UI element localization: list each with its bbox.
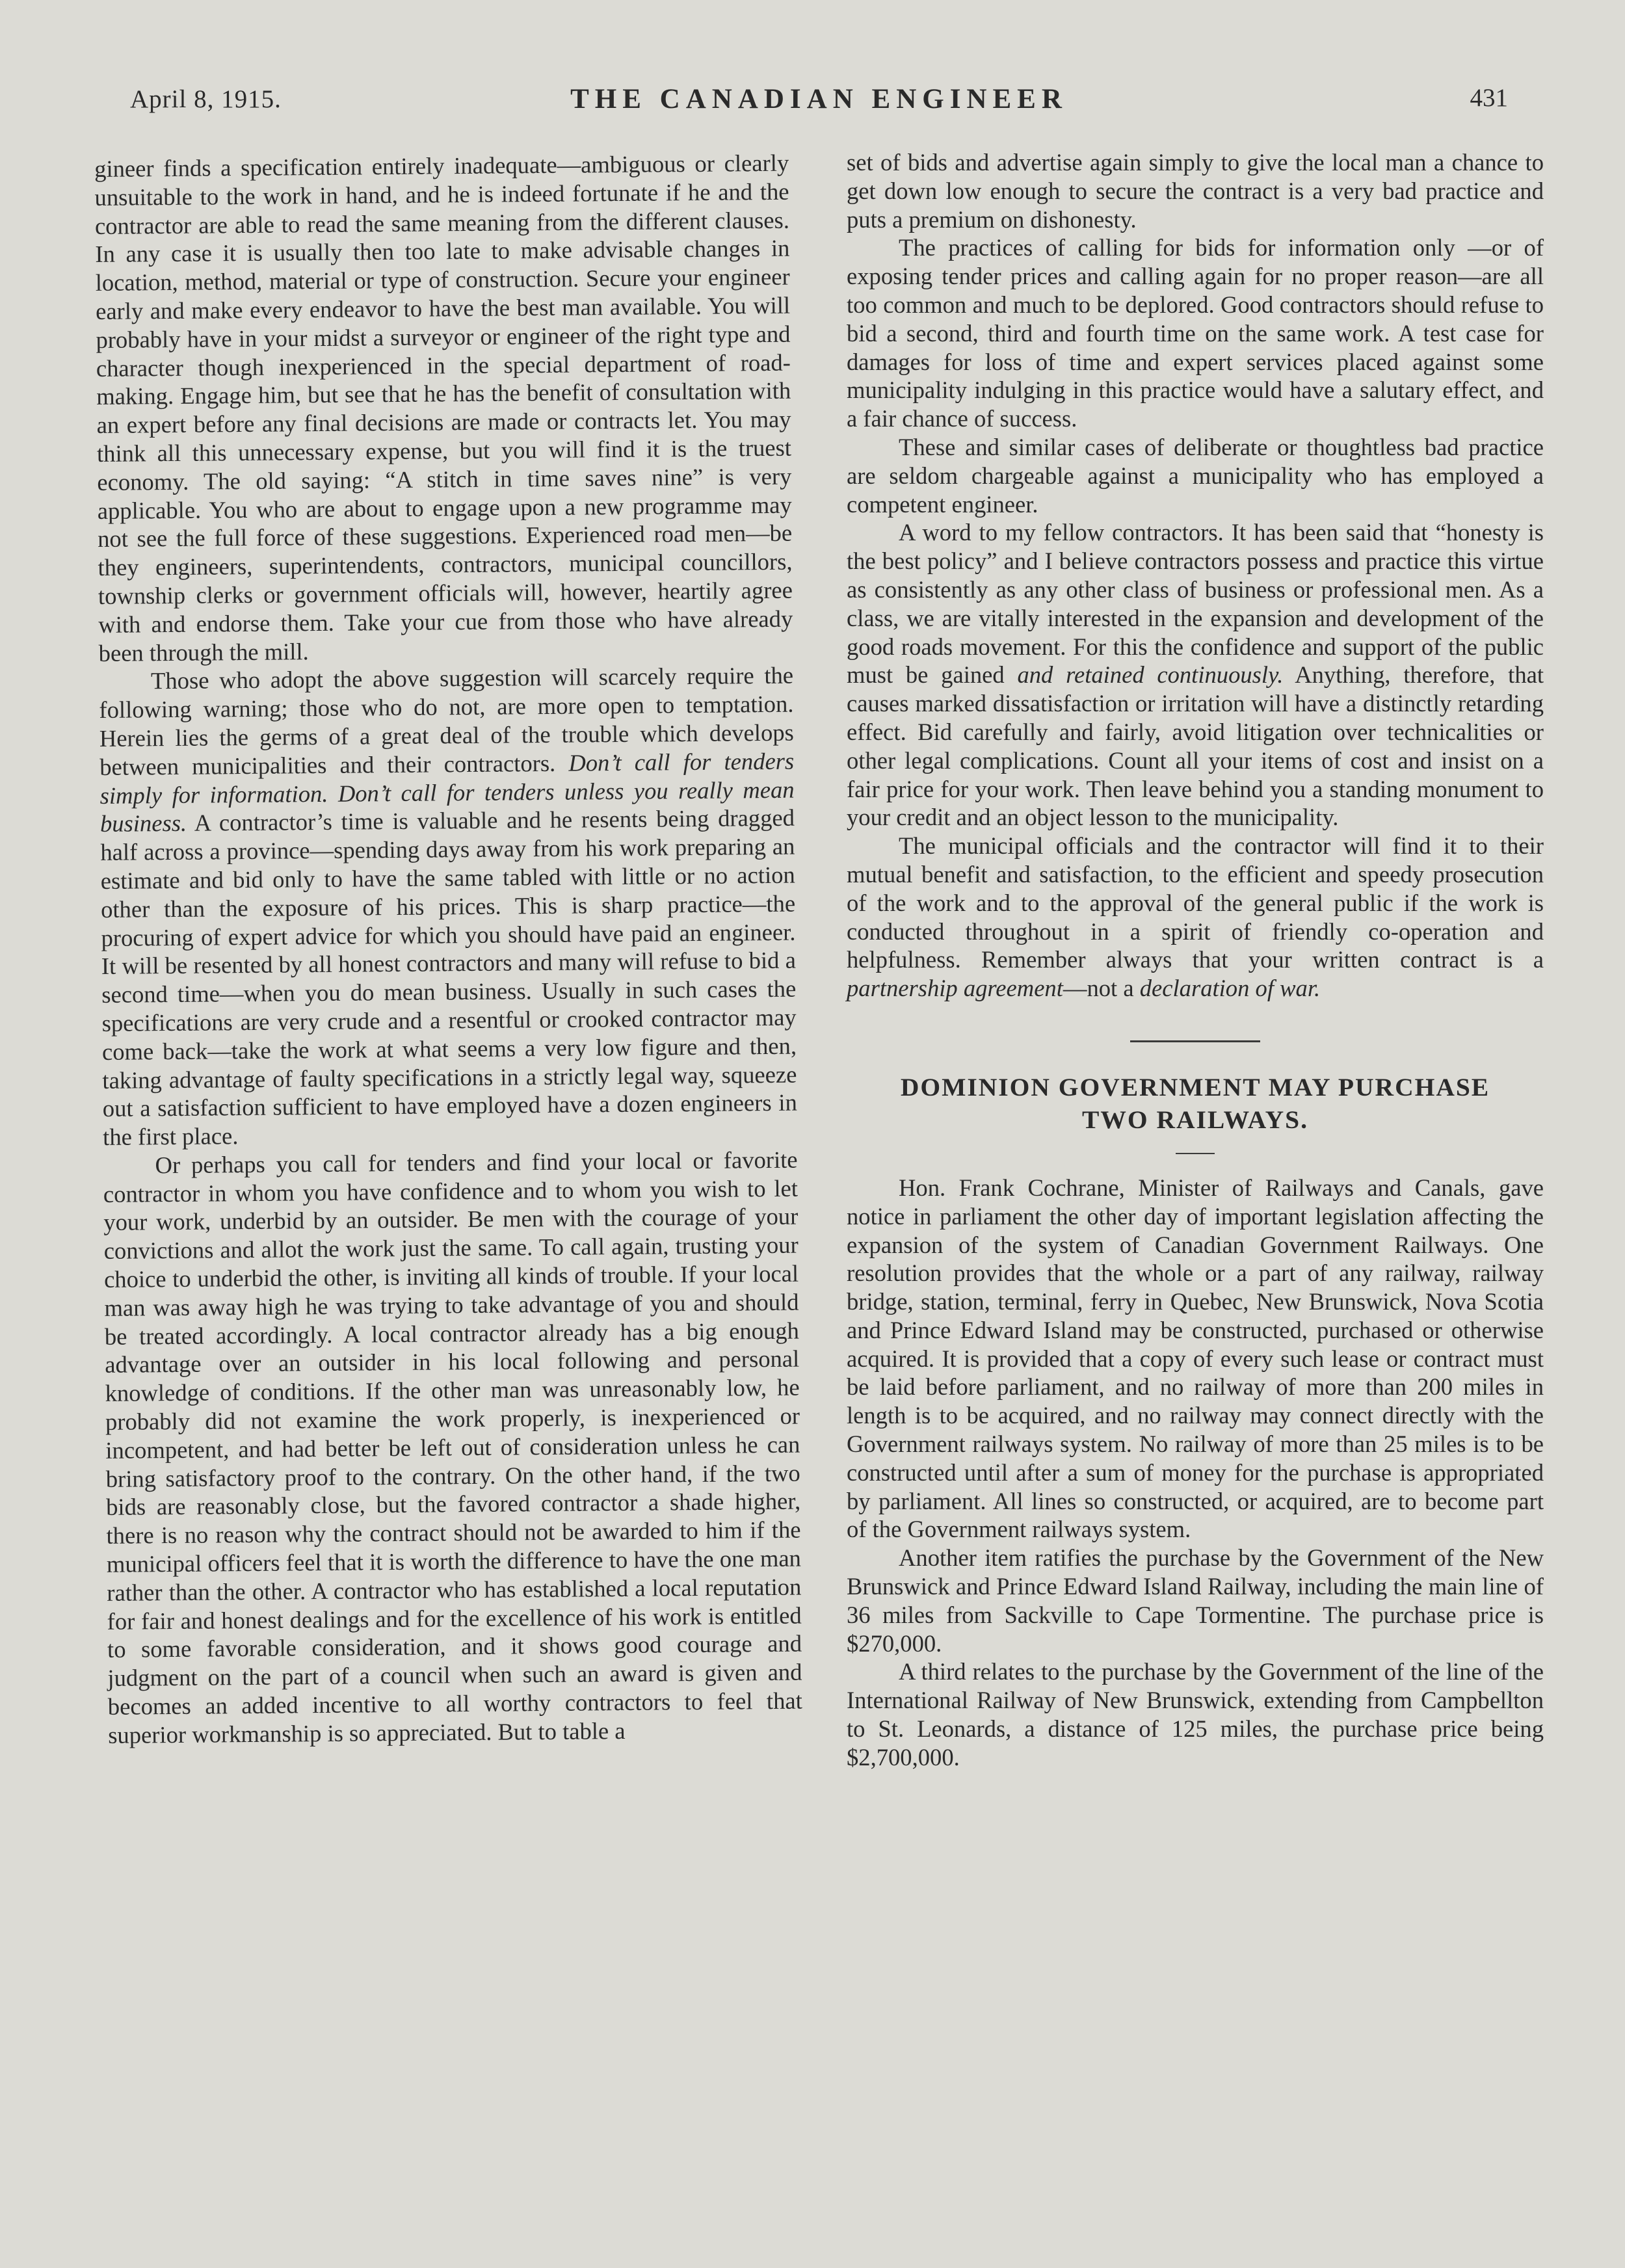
- article-paragraph-1: Hon. Frank Cochrane, Minister of Railways and Canals, gave notice in parliament the other day of important legislation affecting the expansion of the system of Canadian Government Railways. One resolution provides that the whole or a part of any railway, railway bridge, station, terminal, ferry in Quebec, New Brunswick, Nova Scotia and Prince Edward Island may be constructed, purchased or otherwise acquired. It is provided that a copy of every such lease or contract must be laid before parliament, and no railway of more than 200 miles in length is to be acquired, and no railway may connect directly with the Government railways system. No railway of more than 25 miles is to be constructed until after a sum of money for the purchase is appropriated by parliament. All lines so constructed, or acquired, are to become part of the Government railways system.: [847, 1174, 1544, 1543]
- section-divider: [1130, 1040, 1260, 1042]
- emphasis-text: partnership agreement: [847, 975, 1063, 1002]
- emphasis-text: Don’t call for tenders unless you really mean business.: [99, 776, 795, 837]
- emphasis-text: and retained continuously.: [1017, 661, 1284, 689]
- left-paragraph-1: gineer finds a specification entirely inadequate—ambiguous or clearly unsuitable to the work in hand, and he is indeed fortunate if he and the contractor are able to read the same meaning from the different clauses. In any case it is usually then too late to make advisable changes in location, method, material or type of construction. Secure your engineer early and make every endeavor to have the best man available. You will probably have in your midst a surveyor or engineer of the right type and character though inexperienced in the special department of road-making. Engage him, but see that he has the benefit of consultation with an expert before any final decisions are made or contracts let. You may think all this unnecessary expense, but you will find it is the truest economy. The old saying: “A stitch in time saves nine” is very applicable. You who are about to engage upon a new programme may not see the full force of these suggestions. Experienced road men—be they engineers, superintendents, contractors, municipal councillors, township clerks or government officials will, however, heartily agree with and endorse them. Take your cue from those who have already been through the mill.: [94, 149, 793, 666]
- left-paragraph-2: Those who adopt the above suggestion will scarcely require the following warning; those who do not, are more open to temptation. Herein lies the germs of a great deal of the trouble which develops between municipalities and their contractors. Don’t call for tenders simply for information. Don’t call for tenders unless you really mean business. A contractor’s time is valuable and he resents being dragged half across a province—spending days away from his work preparing an estimate and bid only to have the same tabled with little or no action other than the exposure of his prices. This is sharp practice—the procuring of expert advice for which you should have paid an engineer. It will be resented by all honest contractors and many will refuse to bid a second time—when you do mean business. Usually in such cases the specifications are very crude and a resentful or crooked contractor may come back—take the work at what seems a very low figure and then, taking advantage of faulty specifications in a strictly legal way, squeeze out a satisfaction sufficient to have employed have a dozen engineers in the first place.: [99, 661, 797, 1151]
- emphasis-text: Don’t call for tenders simply for information.: [99, 747, 795, 809]
- article-paragraph-3: A third relates to the purchase by the Government of the line of the International Railway of New Brunswick, extending from Campbellton to St. Leonards, a distance of 125 miles, the purchase price being $2,700,000.: [847, 1658, 1544, 1771]
- article-paragraph-2: Another item ratifies the purchase by the Government of the New Brunswick and Prince Edward Island Railway, including the main line of 36 miles from Sackville to Cape Tormentine. The purchase price is $270,000.: [847, 1544, 1544, 1657]
- article-headline: DOMINION GOVERNMENT MAY PURCHASE TWO RAILWAYS.: [900, 1072, 1490, 1134]
- right-paragraph-1: set of bids and advertise again simply to give the local man a chance to get down low enough to secure the contract is a very bad practice and puts a premium on dishonesty.: [847, 149, 1544, 233]
- right-paragraph-3: These and similar cases of deliberate or thoughtless bad practice are seldom chargeable against a municipality who has employed a competent engineer.: [847, 433, 1544, 518]
- page-header: [130, 72, 1508, 117]
- right-paragraph-5: The municipal officials and the contractor will find it to their mutual benefit and satisfaction, to the efficient and speedy prosecution of the work and to the approval of the general public if the work is conducted throughout in a spirit of friendly co-operation and helpfulness. Remember always that your written contract is a partnership agreement—not a declaration of war.: [847, 832, 1544, 1002]
- right-paragraph-4: A word to my fellow contractors. It has been said that “honesty is the best policy” and I believe contractors possess and practice this virtue as consistently as any other class of business or professional men. As a class, we are vitally interested in the expansion and development of the good roads movement. For this the confidence and support of the public must be gained and retained continuously. Anything, therefore, that causes marked dissatisfaction or irritation will have a distinctly retarding effect. Bid carefully and fairly, avoid litigation over technicalities or other legal complications. Count all your items of cost and insist on a fair price for your work. Then leave behind you a standing monument to your credit and an object lesson to the municipality.: [847, 519, 1544, 831]
- right-paragraph-2: The practices of calling for bids for information only —or of exposing tender prices and calling again for no proper reason—are all too common and much to be deplored. Good contractors should refuse to bid a second, third and fourth time on the same work. A test case for damages for loss of time and expert services placed against some municipality indulging in this practice would have a salutary effect, and a fair chance of success.: [847, 234, 1544, 432]
- page-number: 431: [1470, 84, 1508, 112]
- headline-underline: [1176, 1153, 1215, 1154]
- emphasis-text: declaration of war.: [1139, 975, 1321, 1002]
- left-column: [94, 149, 802, 1750]
- left-paragraph-3: Or perhaps you call for tenders and find your local or favorite contractor in whom you have confidence and to whom you wish to let your work, underbid by an outsider. Be men with the courage of your convictions and allot the work just the same. To call again, trusting your choice to underbid the other, is inviting all kinds of trouble. If your local man was away high he was trying to take advantage of you and should be treated accordingly. A local contractor already has a big enough advantage over an outsider in his local following and personal knowledge of conditions. If the other man was unreasonably low, he probably did not examine the work properly, is inexperienced or incompetent, and had better be left out of consideration unless he can bring satisfactory proof to the contrary. On the other hand, if the two bids are reasonably close, but the favored contractor a shade higher, there is no reason why the contract should not be awarded to him if the municipal officers feel that it is worth the difference to have the one man rather than the other. A contractor who has established a local reputation for fair and honest dealings and for the excellence of his work is entitled to some favorable consideration, and it shows good courage and judgment on the part of a council when such an award is given and becomes an added incentive to all worthy contractors to feel that superior workmanship is so appreciated. But to table a: [103, 1146, 802, 1748]
- journal-title: THE CANADIAN ENGINEER: [570, 84, 1068, 114]
- issue-date: April 8, 1915.: [130, 85, 282, 113]
- right-column: [847, 148, 1544, 1772]
